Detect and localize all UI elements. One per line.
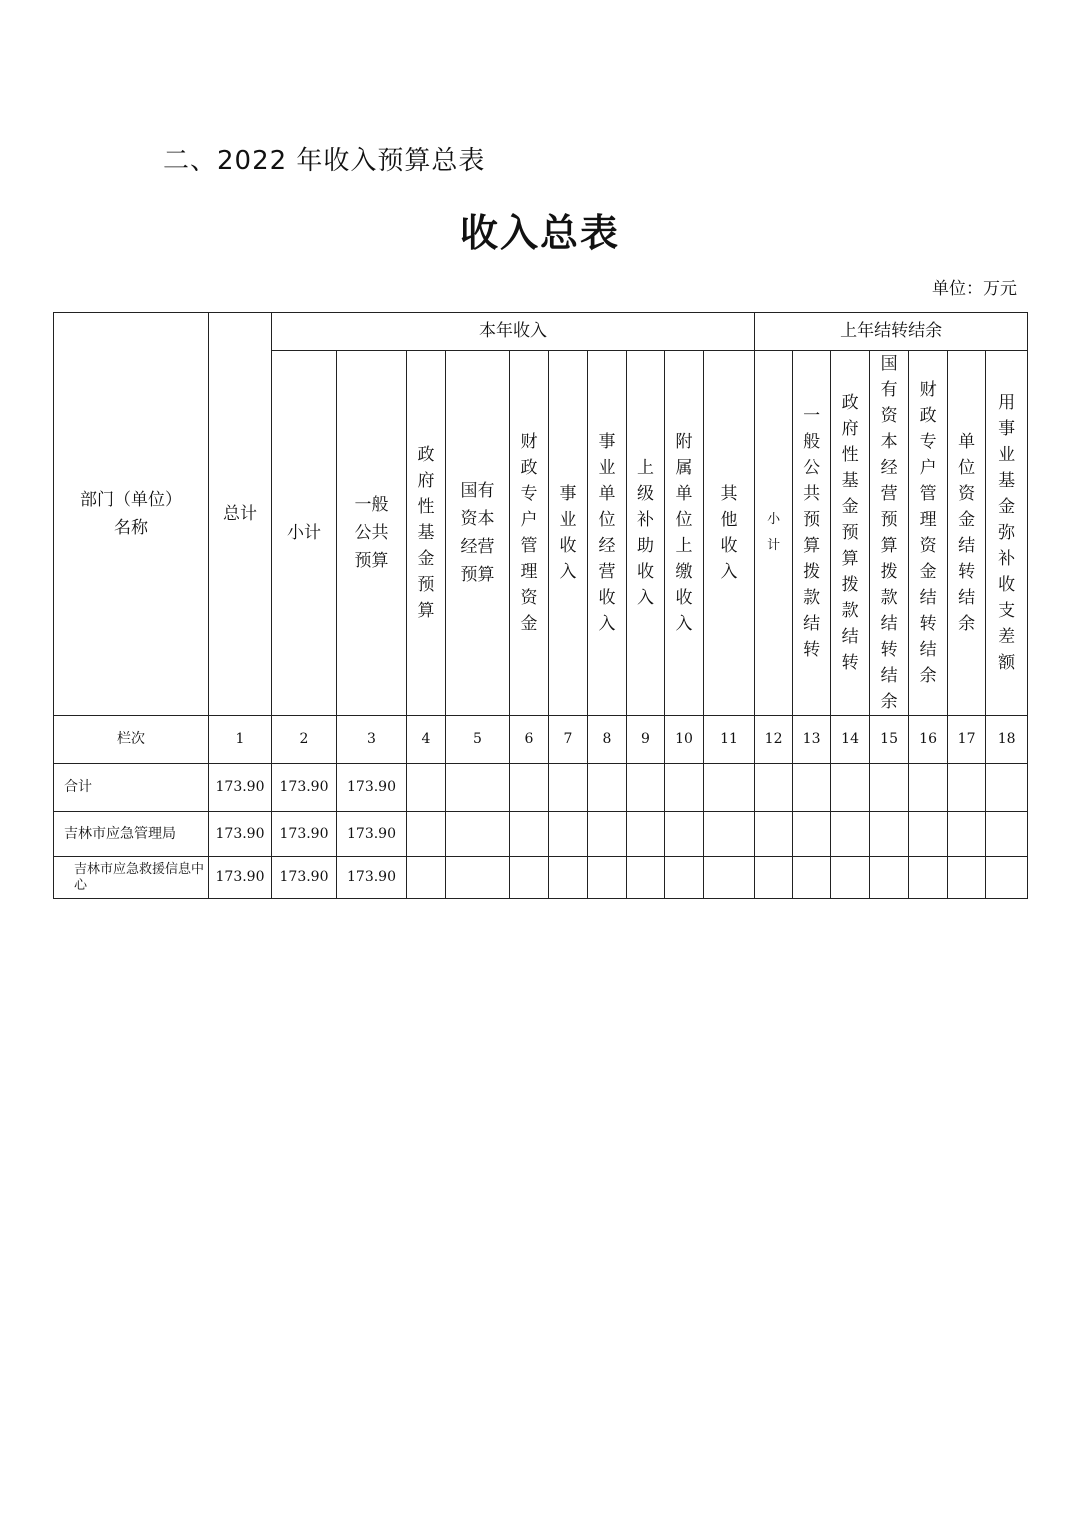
row-subtotal: 173.90 — [272, 764, 337, 812]
column-index-cell: 11 — [704, 716, 755, 764]
header-cy-unit-operation: 事业单位经营收入 — [588, 351, 627, 716]
section-title: 二、2022 年收入预算总表 — [163, 146, 486, 176]
header-cy-general: 一般公共预算 — [337, 351, 407, 716]
column-index-cell: 9 — [627, 716, 665, 764]
column-index-label: 栏次 — [54, 716, 209, 764]
table-row — [54, 764, 1028, 812]
column-index-cell: 13 — [793, 716, 831, 764]
row-subtotal: 173.90 — [272, 857, 337, 899]
header-prev-year: 上年结转结余 — [755, 313, 1028, 351]
header-cy-special-account: 财政专户管理资金 — [510, 351, 549, 716]
header-cy-superior-subsidy: 上级补助收入 — [627, 351, 665, 716]
column-index-cell: 15 — [870, 716, 909, 764]
table-row — [54, 857, 1028, 899]
document-title: 收入总表 — [459, 210, 620, 255]
column-index-cell: 10 — [665, 716, 704, 764]
header-py-fund-offset: 用事业基金弥补收支差额 — [986, 351, 1028, 716]
column-index-cell: 18 — [986, 716, 1028, 764]
row-name: 吉林市应急救援信息中心 — [54, 857, 209, 899]
header-py-gov-fund: 政府性基金预算拨款结转 — [831, 351, 870, 716]
row-total: 173.90 — [209, 812, 272, 857]
header-cy-state-capital: 国有资本经营预算 — [446, 351, 510, 716]
column-index-cell: 16 — [909, 716, 948, 764]
header-dept: 部门（单位）名称 — [54, 313, 209, 716]
header-cy-other: 其他收入 — [704, 351, 755, 716]
column-index-cell: 6 — [510, 716, 549, 764]
column-index-cell: 2 — [272, 716, 337, 764]
column-index-cell: 17 — [948, 716, 986, 764]
column-index-cell: 1 — [209, 716, 272, 764]
header-cy-subtotal: 小计 — [272, 351, 337, 716]
header-py-subtotal: 小计 — [755, 351, 793, 716]
table-row — [54, 812, 1028, 857]
header-py-unit-funds: 单位资金结转结余 — [948, 351, 986, 716]
column-index-cell: 12 — [755, 716, 793, 764]
column-index-cell: 3 — [337, 716, 407, 764]
row-total: 173.90 — [209, 764, 272, 812]
column-index-cell: 14 — [831, 716, 870, 764]
row-name: 合计 — [54, 764, 209, 812]
header-py-general: 一般公共预算拨款结转 — [793, 351, 831, 716]
header-py-special-account: 财政专户管理资金结转结余 — [909, 351, 948, 716]
header-cy-affiliated: 附属单位上缴收入 — [665, 351, 704, 716]
header-current-year: 本年收入 — [272, 313, 755, 351]
header-cy-business: 事业收入 — [549, 351, 588, 716]
column-index-cell: 8 — [588, 716, 627, 764]
unit-label: 单位：万元 — [932, 279, 1017, 299]
header-py-state-capital: 国有资本经营预算拨款结转结余 — [870, 351, 909, 716]
row-subtotal: 173.90 — [272, 812, 337, 857]
column-index-row — [54, 716, 1028, 764]
column-index-cell: 4 — [407, 716, 446, 764]
row-general: 173.90 — [337, 764, 407, 812]
row-general: 173.90 — [337, 857, 407, 899]
column-index-cell: 5 — [446, 716, 510, 764]
column-index-cell: 7 — [549, 716, 588, 764]
row-name: 吉林市应急管理局 — [54, 812, 209, 857]
row-total: 173.90 — [209, 857, 272, 899]
row-general: 173.90 — [337, 812, 407, 857]
income-summary-table — [53, 312, 1028, 899]
header-cy-gov-fund: 政府性基金预算 — [407, 351, 446, 716]
header-total: 总计 — [209, 313, 272, 716]
